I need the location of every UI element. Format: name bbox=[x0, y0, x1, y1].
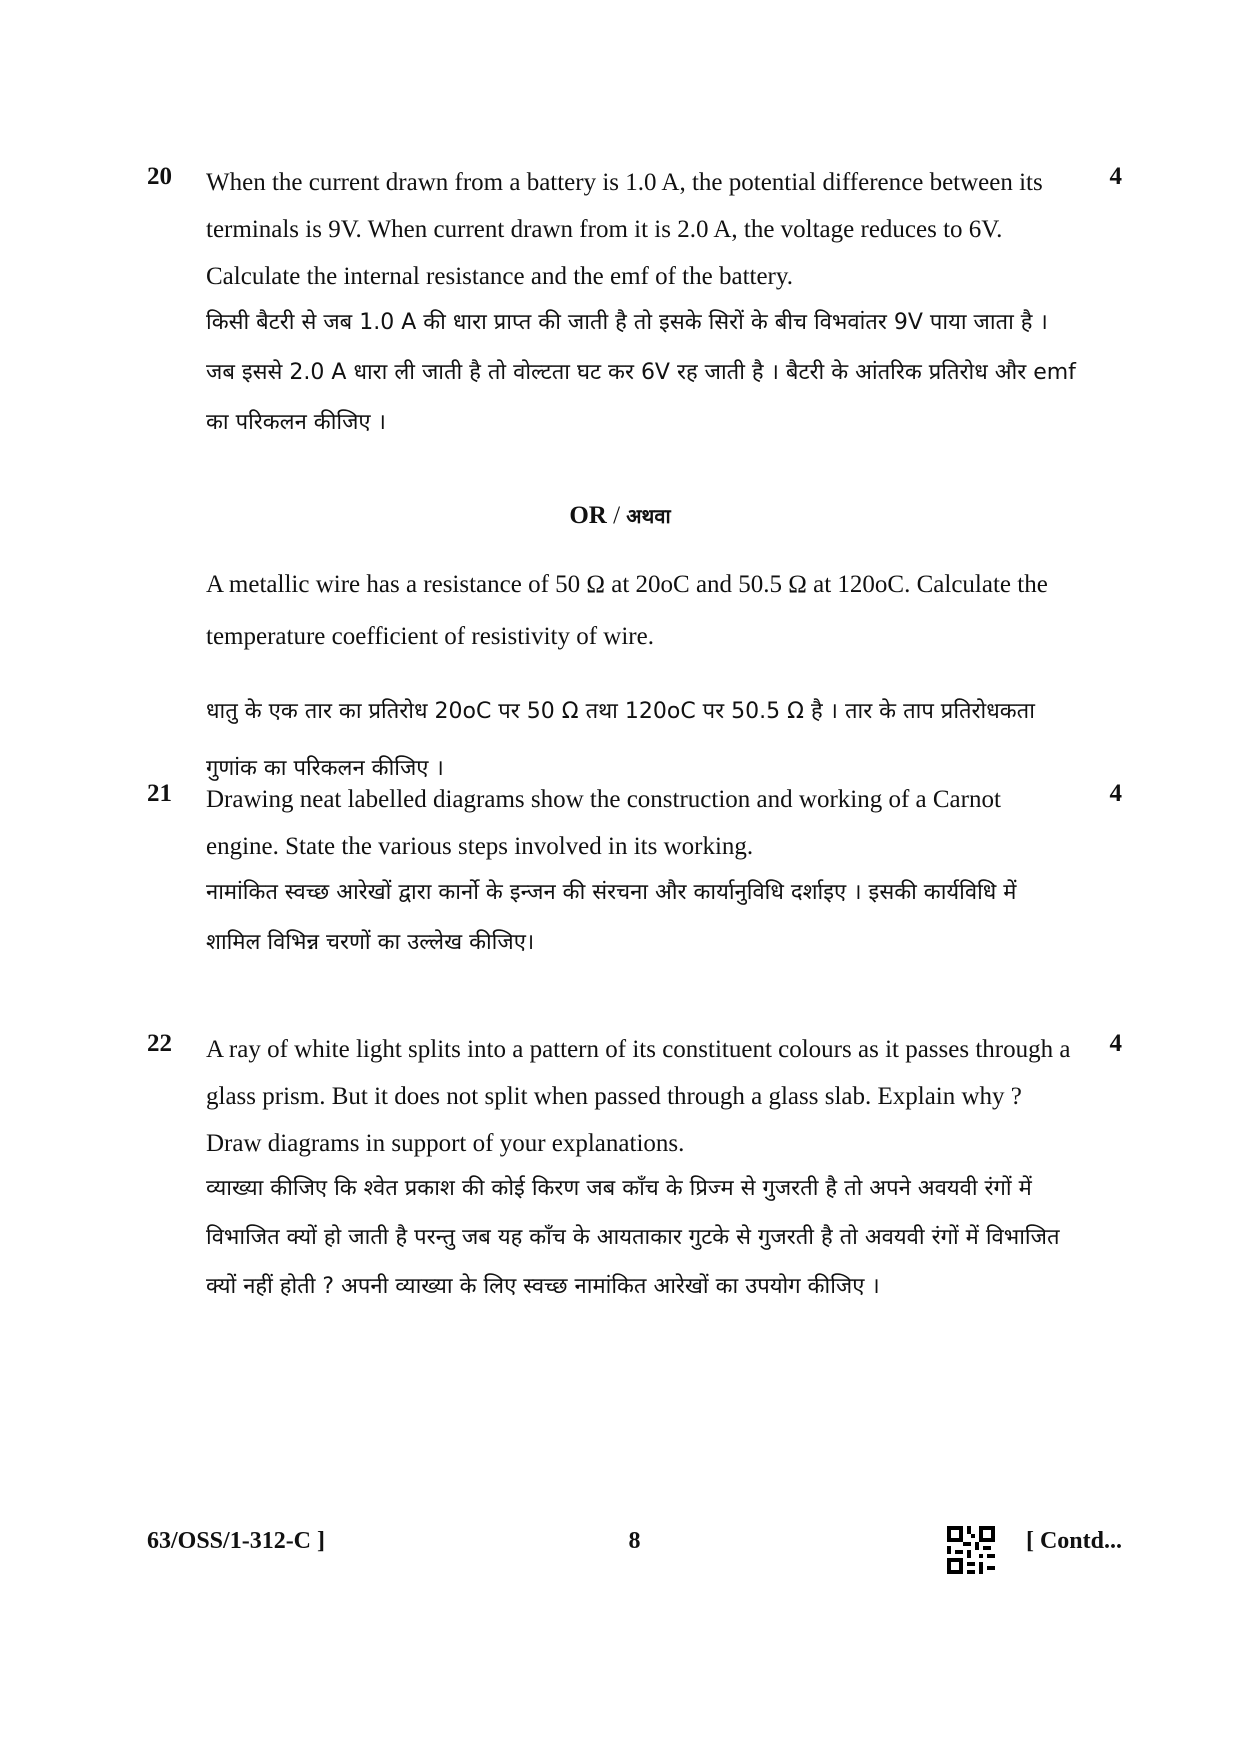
question-marks: 4 bbox=[1109, 163, 1122, 190]
or-separator: / bbox=[613, 502, 621, 529]
question-text-hindi: नामांकित स्वच्छ आरेखों द्वारा कार्नो के इन्जन की संरचना और कार्यानुविधि दर्शाइए । इसकी कार्यविधि में शामिल विभिन्न चरणों का उल्लेख कीजिए। bbox=[206, 880, 1017, 955]
or-label: OR bbox=[569, 502, 607, 529]
question-marks: 4 bbox=[1109, 780, 1122, 807]
question-text-hindi: किसी बैटरी से जब 1.0 A की धारा प्राप्त की जाती है तो इसके सिरों के बीच विभवांतर 9V पाया जाता है । जब इससे 2.0 A धारा ली जाती है तो वोल्टता घट कर 6V रह जाती है । बैटरी के आंतरिक प्रतिरोध और emf का परिकलन कीजिए । bbox=[206, 310, 1076, 435]
question-22 bbox=[147, 1030, 1122, 1500]
question-text-english: When the current drawn from a battery is 1.0 A, the potential difference between its terminals is 9V. When current drawn from it is 2.0 A, the voltage reduces to 6V. Calculate the internal resistance and the emf of the battery. bbox=[206, 169, 1043, 290]
question-text-english: A ray of white light splits into a pattern of its constituent colours as it passes through a glass prism. But it does not split when passed through a glass slab. Explain why ? Draw diagrams in support of your explanations. bbox=[206, 1036, 1071, 1157]
page-number: 8 bbox=[628, 1528, 641, 1554]
page-footer bbox=[147, 1528, 1122, 1568]
or-divider bbox=[0, 502, 1240, 530]
question-text-hindi: व्याख्या कीजिए कि श्वेत प्रकाश की कोई किरण जब काँच के प्रिज्म से गुजरती है तो अपने अवयवी रंगों में विभाजित क्यों हो जाती है परन्तु जब यह काँच के आयताकार गुटके से गुजरती है तो अवयवी रंगों में विभाजित क्यों नहीं होती ? अपनी व्याख्या के लिए स्वच्छ नामांकित आरेखों का उपयोग कीजिए । bbox=[206, 1176, 1060, 1299]
question-21 bbox=[147, 780, 1122, 980]
alt-question-text-english: A metallic wire has a resistance of 50 Ω at 20oC and 50.5 Ω at 120oC. Calculate the temperature coefficient of resistivity of wire. bbox=[206, 571, 1048, 650]
question-text-english: Drawing neat labelled diagrams show the construction and working of a Carnot engine. State the various steps involved in its working. bbox=[206, 786, 1001, 860]
question-number: 21 bbox=[147, 780, 172, 807]
paper-code: 63/OSS/1-312-C ] bbox=[147, 1528, 326, 1554]
continued-label: [ Contd... bbox=[1025, 1528, 1122, 1554]
question-number: 20 bbox=[147, 163, 172, 190]
qr-code-icon bbox=[947, 1526, 995, 1574]
question-marks: 4 bbox=[1109, 1030, 1122, 1057]
alt-question-text-hindi: धातु के एक तार का प्रतिरोध 20oC पर 50 Ω तथा 120oC पर 50.5 Ω है । तार के ताप प्रतिरोधकता गुणांक का परिकलन कीजिए । bbox=[206, 699, 1035, 781]
or-label-hindi: अथवा bbox=[626, 504, 671, 528]
question-number: 22 bbox=[147, 1030, 172, 1057]
question-20-alternative bbox=[147, 563, 1122, 781]
